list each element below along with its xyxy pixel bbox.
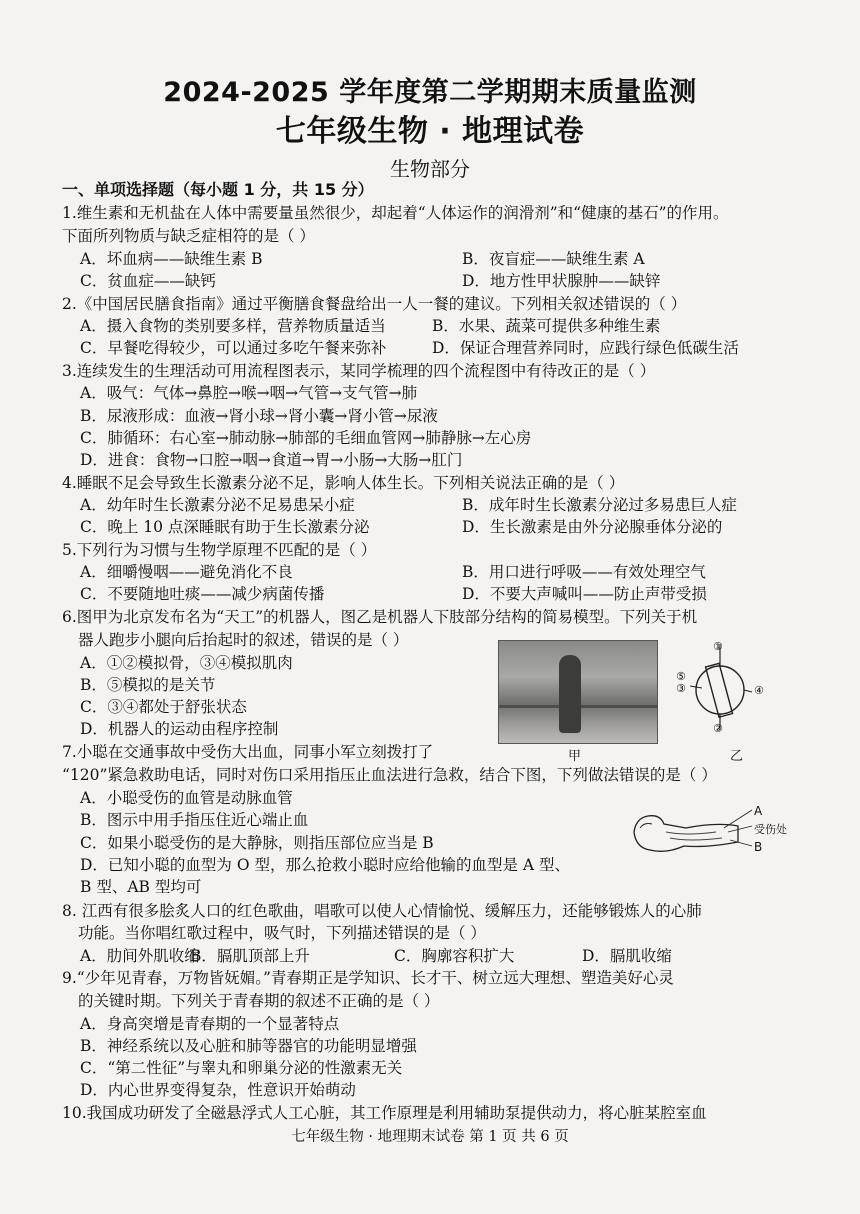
q9-stem-cont: 的关键时期。下列关于青春期的叙述不正确的是（ ） bbox=[78, 992, 440, 1010]
q3-option-a: A．吸气：气体→鼻腔→喉→咽→气管→支气管→肺 bbox=[80, 384, 418, 402]
q8-stem: 8. 江西有很多脍炙人口的红色歌曲，唱歌可以使人心情愉悦、缓解压力，还能够锻炼人的心肺 bbox=[62, 902, 702, 920]
q4-option-d: D．生长激素是由外分泌腺垂体分泌的 bbox=[462, 518, 723, 536]
q6-stem-cont: 器人跑步小腿向后抬起时的叙述，错误的是（ ） bbox=[78, 631, 409, 649]
q3-option-b: B．尿液形成：血液→肾小球→肾小囊→肾小管→尿液 bbox=[80, 407, 438, 425]
arm-label-a: A bbox=[754, 804, 763, 818]
q8-option-d: D．膈肌收缩 bbox=[582, 947, 672, 965]
figure-jia-caption: 甲 bbox=[568, 749, 582, 764]
q2-option-b: B．水果、蔬菜可提供多种维生素 bbox=[432, 317, 661, 335]
q8-stem-cont: 功能。当你唱红歌过程中，吸气时，下列描述错误的是（ ） bbox=[78, 924, 486, 942]
q10-stem: 10.我国成功研发了全磁悬浮式人工心脏，其工作原理是利用辅助泵提供动力，将心脏某腔室血 bbox=[62, 1104, 707, 1122]
q1-option-a: A．坏血病——缺维生素 B bbox=[80, 250, 263, 268]
q6-option-b: B．⑤模拟的是关节 bbox=[80, 676, 216, 694]
q9-option-d: D．内心世界变得复杂，性意识开始萌动 bbox=[80, 1081, 356, 1099]
q6-option-a: A．①②模拟骨，③④模拟肌肉 bbox=[80, 654, 293, 672]
arm-label-wound: 受伤处 bbox=[754, 823, 787, 836]
q3-option-c: C．肺循环：右心室→肺动脉→肺部的毛细血管网→肺静脉→左心房 bbox=[80, 429, 532, 447]
q7-stem-cont: “120”紧急救助电话，同时对伤口采用指压止血法进行急救，结合下图，下列做法错误的是（ ） bbox=[62, 766, 717, 784]
exam-subtitle: 七年级生物 · 地理试卷 bbox=[275, 114, 585, 149]
q4-option-a: A．幼年时生长激素分泌不足易患呆小症 bbox=[80, 496, 355, 514]
q8-option-c: C．胸廓容积扩大 bbox=[394, 947, 515, 965]
part-title: 生物部分 bbox=[390, 157, 470, 181]
q4-option-c: C．晚上 10 点深睡眠有助于生长激素分泌 bbox=[80, 518, 370, 536]
q5-option-a: A．细嚼慢咽——避免消化不良 bbox=[80, 563, 293, 581]
q5-option-d: D．不要大声喊叫——防止声带受损 bbox=[462, 585, 707, 603]
q8-option-b: B．膈肌顶部上升 bbox=[190, 947, 310, 965]
robot-photo bbox=[498, 640, 658, 744]
q6-option-d: D．机器人的运动由程序控制 bbox=[80, 720, 279, 738]
q2-option-d: D．保证合理营养同时，应践行绿色低碳生活 bbox=[432, 339, 739, 357]
q2-option-c: C．早餐吃得较少，可以通过多吃午餐来弥补 bbox=[80, 339, 387, 357]
q1-option-c: C．贫血症——缺钙 bbox=[80, 272, 216, 290]
q4-option-b: B．成年时生长激素分泌过多易患巨人症 bbox=[462, 496, 737, 514]
q1-stem-cont: 下面所列物质与缺乏症相符的是（ ） bbox=[62, 227, 315, 245]
q5-option-b: B．用口进行呼吸——有效处理空气 bbox=[462, 563, 706, 581]
q3-option-d: D．进食：食物→口腔→咽→食道→胃→小肠→大肠→肛门 bbox=[80, 451, 463, 469]
model-label-2: ② bbox=[713, 722, 723, 735]
q5-stem: 5.下列行为习惯与生物学原理不匹配的是（ ） bbox=[62, 541, 377, 559]
q7-option-c: C．如果小聪受伤的是大静脉，则指压部位应当是 B bbox=[80, 834, 434, 852]
q6-stem: 6.图甲为北京发布名为“天工”的机器人，图乙是机器人下肢部分结构的简易模型。下列关于机 bbox=[62, 608, 698, 626]
model-label-5: ⑤ bbox=[676, 670, 686, 683]
q1-stem: 1.维生素和无机盐在人体中需要量虽然很少，却起着“人体运作的润滑剂”和“健康的基石”的作用。 bbox=[62, 204, 729, 222]
arm-pressure-diagram bbox=[626, 802, 758, 868]
q6-option-c: C．③④都处于舒张状态 bbox=[80, 698, 247, 716]
figure-yi-caption: 乙 bbox=[730, 749, 744, 764]
q5-option-c: C．不要随地吐痰——减少病菌传播 bbox=[80, 585, 325, 603]
q7-option-d-cont: B 型、AB 型均可 bbox=[80, 878, 202, 896]
q7-option-a: A．小聪受伤的血管是动脉血管 bbox=[80, 789, 293, 807]
model-label-1: ① bbox=[713, 640, 723, 653]
q7-option-b: B．图示中用手指压住近心端止血 bbox=[80, 811, 309, 829]
exam-title: 2024-2025 学年度第二学期期末质量监测 bbox=[163, 77, 697, 108]
model-label-3: ③ bbox=[676, 682, 686, 695]
q1-option-b: B．夜盲症——缺维生素 A bbox=[462, 250, 645, 268]
page-footer: 七年级生物 · 地理期末试卷 第 1 页 共 6 页 bbox=[291, 1129, 569, 1145]
q4-stem: 4.睡眠不足会导致生长激素分泌不足，影响人体生长。下列相关说法正确的是（ ） bbox=[62, 474, 625, 492]
q3-stem: 3.连续发生的生理活动可用流程图表示，某同学梳理的四个流程图中有待改正的是（ ） bbox=[62, 362, 656, 380]
q9-option-b: B．神经系统以及心脏和肺等器官的功能明显增强 bbox=[80, 1037, 417, 1055]
q2-stem: 2.《中国居民膳食指南》通过平衡膳食餐盘给出一人一餐的建议。下列相关叙述错误的（ ） bbox=[62, 295, 687, 313]
q8-option-a: A．肋间外肌收缩 bbox=[80, 947, 200, 965]
q2-option-a: A．摄入食物的类别要多样，营养物质量适当 bbox=[80, 317, 386, 335]
q9-option-a: A．身高突增是青春期的一个显著特点 bbox=[80, 1015, 340, 1033]
q7-stem: 7.小聪在交通事故中受伤大出血，同事小军立刻拨打了 bbox=[62, 743, 434, 761]
q7-option-d: D．已知小聪的血型为 O 型，那么抢救小聪时应给他输的血型是 A 型、 bbox=[80, 856, 571, 874]
q9-stem: 9.“少年见青春，万物皆妩媚。”青春期正是学知识、长才干、树立远大理想、塑造美好心灵 bbox=[62, 969, 674, 987]
section-heading: 一、单项选择题（每小题 1 分，共 15 分） bbox=[62, 180, 374, 199]
q1-option-d: D．地方性甲状腺肿——缺锌 bbox=[462, 272, 661, 290]
q9-option-c: C．“第二性征”与睾丸和卵巢分泌的性激素无关 bbox=[80, 1059, 403, 1077]
arm-label-b: B bbox=[754, 840, 763, 854]
model-label-4: ④ bbox=[754, 684, 764, 697]
